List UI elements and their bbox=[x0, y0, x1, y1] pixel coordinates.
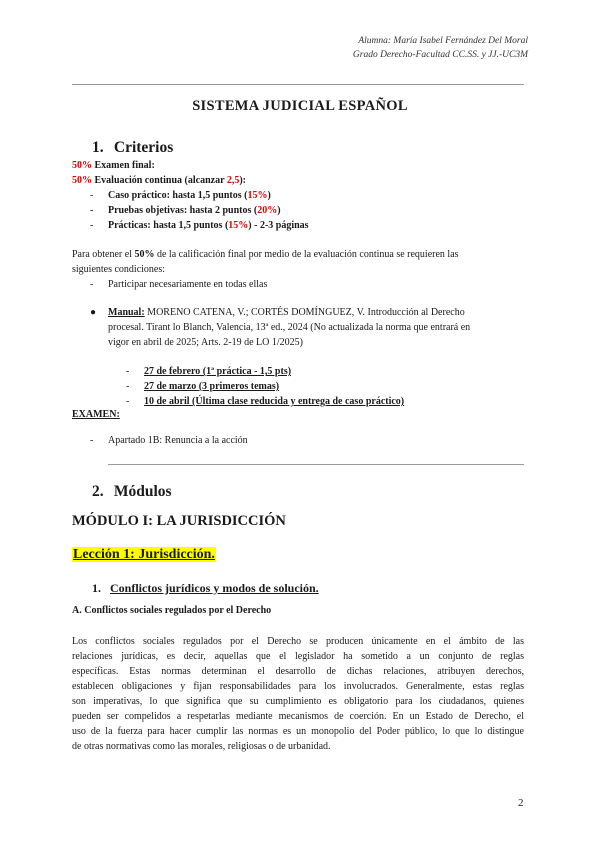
criteria-item-pct: 15% bbox=[247, 190, 268, 201]
subsection-heading bbox=[92, 581, 319, 596]
subsection-number: 1. bbox=[92, 581, 101, 595]
paragraph-line: pueden ser compelidos a respetarlas mediante mecanismos de coerción. En un Estado de Derecho, el bbox=[72, 711, 524, 722]
continuous-label-end: ): bbox=[239, 175, 246, 186]
criteria-item-text: Caso práctico: hasta 1,5 puntos ( bbox=[108, 190, 248, 201]
paragraph-line: son imperativas, lo que significa que su cumplimiento es obligatorio para los ciudadanos, quienes bbox=[72, 696, 524, 707]
dash-marker: - bbox=[126, 366, 130, 377]
continuous-label: Evaluación continua (alcanzar bbox=[94, 175, 227, 186]
document-title: SISTEMA JUDICIAL ESPAÑOL bbox=[192, 98, 408, 114]
section-criterios-heading bbox=[92, 139, 173, 157]
dash-marker: - bbox=[90, 190, 94, 201]
paragraph-line: específicas. Estas normas determinan el desarrollo de dichas relaciones, atribuyen derechos, bbox=[72, 666, 524, 677]
section-modulos-heading bbox=[92, 483, 172, 501]
manual-line2: procesal. Tirant lo Blanch, Valencia, 13ª ed., 2024 (No actualizada la norma que entrará en bbox=[108, 322, 471, 333]
bullet-icon: ● bbox=[90, 307, 97, 318]
manual-label: Manual: bbox=[108, 307, 145, 318]
requirements-paragraph-line1: Para obtener el 50% de la calificación final por medio de la evaluación continua se requieren las bbox=[72, 249, 459, 260]
lesson-title: Lección 1: Jurisdicción. bbox=[73, 547, 215, 562]
section-number: 2. bbox=[92, 483, 104, 500]
section-title: Criterios bbox=[113, 139, 174, 156]
dash-marker: - bbox=[126, 396, 130, 407]
criteria-item-after: ) - 2-3 páginas bbox=[248, 220, 309, 231]
header-divider bbox=[72, 84, 524, 85]
header-degree: Grado Derecho-Facultad CC.SS. y JJ.-UC3M bbox=[352, 50, 528, 60]
section-title: Módulos bbox=[113, 483, 172, 500]
criteria-item-text: Pruebas objetivas: hasta 2 puntos ( bbox=[108, 205, 258, 216]
paragraph-line: establecen obligaciones y fijan responsabilidades para los involucrados. Generalmente, estas reglas bbox=[72, 681, 524, 692]
module-title: MÓDULO I: LA JURISDICCIÓN bbox=[72, 513, 286, 529]
criteria-item-pct: 15% bbox=[228, 220, 249, 231]
condition-text: Participar necesariamente en todas ellas bbox=[108, 279, 268, 290]
dash-marker: - bbox=[90, 279, 94, 290]
header-author: Alumna: María Isabel Fernández Del Moral bbox=[358, 36, 528, 46]
exam-percentage: 50% bbox=[72, 160, 92, 171]
continuous-threshold: 2,5 bbox=[226, 175, 240, 186]
exam-label: Examen final: bbox=[94, 160, 155, 171]
section-number: 1. bbox=[92, 139, 104, 156]
manual-line3: vigor en abril de 2025; Arts. 2-19 de LO 1/2025) bbox=[108, 337, 303, 348]
criteria-item-after: ) bbox=[277, 205, 281, 216]
requirements-pct: 50% bbox=[134, 249, 155, 260]
paragraph-line: de otras normativas como las morales, religiosas o de urbanidad. bbox=[72, 741, 331, 752]
exam-final-line bbox=[72, 158, 155, 173]
dash-marker: - bbox=[90, 205, 94, 216]
exam-item-text: Apartado 1B: Renuncia a la acción bbox=[108, 435, 248, 446]
date-text: 10 de abril (Última clase reducida y entrega de caso práctico) bbox=[144, 396, 405, 407]
subsection-title: Conflictos jurídicos y modos de solución. bbox=[110, 581, 319, 595]
exam-heading: EXAMEN: bbox=[72, 409, 120, 420]
manual-line1: Manual: MORENO CATENA, V.; CORTÉS DOMÍNGUEZ, V. Introducción al Derecho bbox=[108, 307, 465, 318]
page-number: 2 bbox=[518, 797, 524, 809]
continuous-percentage: 50% bbox=[72, 175, 92, 186]
requirements-paragraph-line2: siguientes condiciones: bbox=[72, 264, 166, 275]
continuous-eval-line bbox=[72, 173, 246, 188]
body-paragraph bbox=[72, 634, 524, 754]
dash-marker: - bbox=[90, 220, 94, 231]
lesson-heading bbox=[72, 545, 216, 563]
criteria-item-text: Prácticas: hasta 1,5 puntos ( bbox=[108, 220, 229, 231]
dash-marker: - bbox=[90, 435, 94, 446]
paragraph-line: relaciones jurídicas, es decir, aquellas que el legislador ha sometido a un conjunto de reglas bbox=[72, 651, 524, 662]
subsection-a-heading: A. Conflictos sociales regulados por el Derecho bbox=[72, 605, 272, 616]
section-divider bbox=[108, 464, 524, 465]
paragraph-line: Los conflictos sociales regulados por el Derecho se producen únicamente en el ámbito de las bbox=[72, 636, 524, 647]
dash-marker: - bbox=[126, 381, 130, 392]
criteria-item-pct: 20% bbox=[257, 205, 278, 216]
paragraph-line: uso de la fuerza para hacer cumplir las normas es un monopolio del Poder público, lo que lo distingue bbox=[72, 726, 524, 737]
date-text: 27 de marzo (3 primeros temas) bbox=[144, 381, 280, 392]
date-text: 27 de febrero (1ª práctica - 1,5 pts) bbox=[144, 366, 292, 377]
criteria-item-after: ) bbox=[267, 190, 271, 201]
